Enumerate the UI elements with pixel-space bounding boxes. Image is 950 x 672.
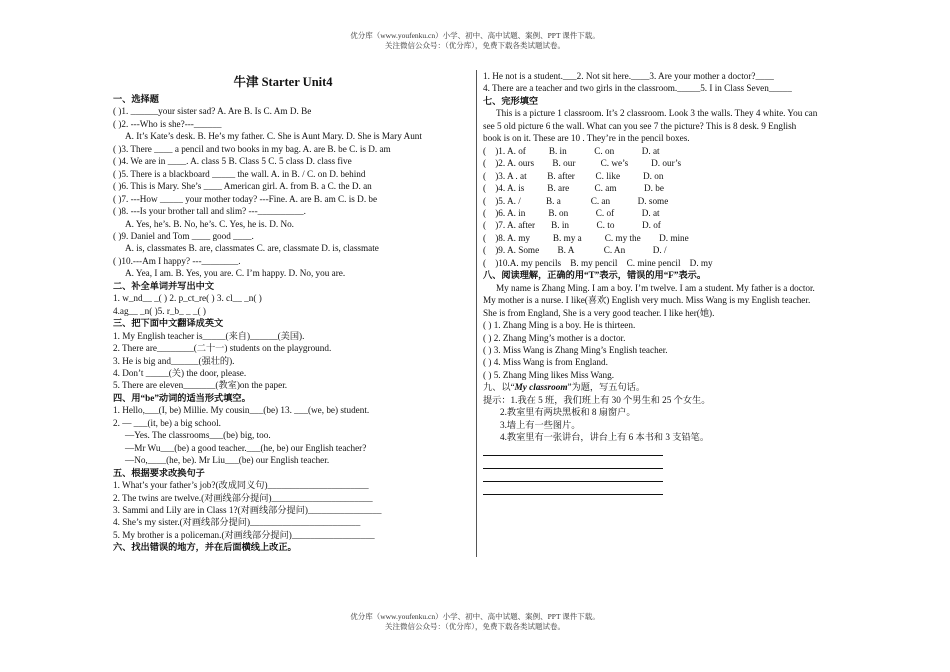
q-s3-1: 1. My English teacher is_____(来自)______(美国). bbox=[113, 330, 305, 341]
q-s1-9-options: A. is, classmates B. are, classmates C. are, classmate D. is, classmate bbox=[125, 243, 379, 254]
q-s6-row-1: 1. He not is a student.___2. Not sit here.____3. Are your mother a doctor?____ bbox=[483, 71, 774, 81]
section-2-heading: 二、补全单词并写出中文 bbox=[113, 280, 215, 291]
writing-hint-3: 3.墙上有一些图片。 bbox=[500, 419, 581, 430]
q-s1-2: ( )2. ---Who is she?---______ bbox=[113, 118, 222, 129]
section-1-heading: 一、选择题 bbox=[113, 94, 159, 104]
q-s6-row-2: 4. There are a teacher and two girls in the classroom._____5. I in Class Seven_____ bbox=[483, 83, 792, 94]
section-4-heading: 四、用“be”动词的适当形式填空。 bbox=[113, 392, 251, 403]
q-s1-5: ( )5. There is a blackboard _____ the wall. A. in B. / C. on D. behind bbox=[113, 168, 366, 179]
cloze-passage-line-2: see 5 old picture 6 the wall. What can you see 7 the picture? This is 8 desk. 9 English bbox=[483, 120, 797, 131]
reading-q-2: ( ) 2. Zhang Ming’s mother is a doctor. bbox=[483, 332, 626, 343]
reading-q-1: ( ) 1. Zhang Ming is a boy. He is thirteen. bbox=[483, 320, 636, 331]
cloze-q-5: ( )5. A. / B. a C. an D. some bbox=[483, 195, 669, 206]
q-s3-4: 4. Don’t _____(关) the door, please. bbox=[113, 367, 247, 378]
q-s5-4: 4. She’s my sister.(对画线部分提问)________________________ bbox=[113, 517, 361, 528]
cloze-q-7: ( )7. A. after B. in C. to D. of bbox=[483, 220, 661, 231]
q-s1-6: ( )6. This is Mary. She’s ____ American girl. A. from B. a C. the D. an bbox=[113, 181, 372, 192]
footer-watermark-line-2: 关注微信公众号：（优分库），免费下载各类试题试卷。 bbox=[385, 622, 565, 631]
reading-line-2: My mother is a nurse. I like(喜欢) English very much. Miss Wang is my English teacher. bbox=[483, 295, 811, 306]
writing-hint-1: 提示：1.我在 5 班，我们班上有 30 个男生和 25 个女生。 bbox=[483, 394, 711, 405]
cloze-q-1: ( )1. A. of B. in C. on D. at bbox=[483, 145, 660, 156]
watermark-line-1: 优分库（www.youfenku.cn）小学、初中、高中试题、案例、PPT 课件下载。 bbox=[350, 31, 600, 40]
q-s3-2: 2. There are________(二十一) students on the playground. bbox=[113, 343, 332, 354]
reading-line-3: She is from England, She is a very good teacher. I like her(她). bbox=[483, 307, 715, 318]
section-9-topic: My classroom bbox=[514, 382, 568, 393]
word-row-1: 1. w_nd__ _( ) 2. p_ct_re( ) 3. cl__ _n( ) bbox=[113, 293, 262, 304]
section-9-heading bbox=[483, 381, 843, 393]
column-divider bbox=[476, 70, 477, 557]
q-s1-3: ( )3. There ____ a pencil and two books in my bag. A. are B. be C. is D. am bbox=[113, 143, 391, 154]
q-s1-2-options: A. It’s Kate’s desk. B. He’s my father. C. She is Aunt Mary. D. She is Mary Aunt bbox=[125, 131, 422, 142]
q-s3-5: 5. There are eleven_______(教室)on the paper. bbox=[113, 380, 288, 391]
q-s4-2-line-3: —Mr Wu___(be) a good teacher.___(he, be) our English teacher? bbox=[125, 442, 367, 453]
writing-line-3 bbox=[483, 470, 663, 482]
writing-line-1 bbox=[483, 444, 663, 456]
cloze-passage-line-3: book is on it. These are 10 . They’re in the pencil boxes. bbox=[483, 133, 690, 144]
word-row-2: 4.ag__ _n( )5. r_b_ _ _( ) bbox=[113, 305, 206, 316]
q-s4-2-line-2: —Yes. The classrooms___(be) big, too. bbox=[125, 430, 271, 441]
q-s4-2: 2. — ___(it, be) a big school. bbox=[113, 417, 221, 428]
section-9-heading-a: 九、以“ bbox=[483, 382, 515, 393]
section-7-heading: 七、完形填空 bbox=[483, 95, 539, 106]
q-s1-9: ( )9. Daniel and Tom ____ good ____. bbox=[113, 230, 254, 241]
page-title: 牛津 Starter Unit4 bbox=[233, 75, 333, 89]
section-9-heading-c: ”为题，写五句话。 bbox=[567, 382, 646, 393]
q-s5-1: 1. What’s your father’s job?(改成同义句)______________________ bbox=[113, 480, 369, 491]
cloze-q-9: ( )9. A. Some B. A C. An D. / bbox=[483, 245, 667, 256]
section-5-heading: 五、根据要求改换句子 bbox=[113, 467, 205, 478]
q-s5-5: 5. My brother is a policeman.(对画线部分提问)__________________ bbox=[113, 529, 375, 540]
header-watermark bbox=[0, 31, 950, 51]
q-s3-3: 3. He is big and______(强壮的). bbox=[113, 355, 235, 366]
writing-line-4 bbox=[483, 483, 663, 495]
reading-q-5: ( ) 5. Zhang Ming likes Miss Wang. bbox=[483, 369, 615, 380]
q-s1-10-options: A. Yea, I am. B. Yes, you are. C. I’m happy. D. No, you are. bbox=[125, 268, 346, 279]
cloze-q-2: ( )2. A. ours B. our C. we’s D. our’s bbox=[483, 158, 682, 169]
writing-hint-4: 4.教室里有一张讲台，讲台上有 6 本书和 3 支铅笔。 bbox=[500, 432, 710, 443]
q-s1-8: ( )8. ---Is your brother tall and slim? ---__________. bbox=[113, 206, 306, 217]
cloze-q-10: ( )10.A. my pencils B. my pencil C. mine pencil D. my bbox=[483, 257, 713, 268]
reading-q-3: ( ) 3. Miss Wang is Zhang Ming’s English teacher. bbox=[483, 344, 668, 355]
section-8-heading: 八、阅读理解，正确的用“T”表示，错误的用“F”表示。 bbox=[483, 270, 707, 281]
cloze-q-6: ( )6. A. in B. on C. of D. at bbox=[483, 207, 660, 218]
q-s5-3: 3. Sammi and Lily are in Class 1?(对画线部分提问)________________ bbox=[113, 504, 382, 515]
cloze-passage-line-1: This is a picture 1 classroom. It’s 2 classroom. Look 3 the walls. They 4 white. You can bbox=[496, 108, 818, 119]
cloze-q-4: ( )4. A. is B. are C. am D. be bbox=[483, 183, 664, 194]
watermark-line-2: 关注微信公众号：（优分库），免费下载各类试题试卷。 bbox=[385, 41, 565, 50]
q-s1-8-options: A. Yes, he’s. B. No, he’s. C. Yes, he is. D. No. bbox=[125, 218, 294, 229]
footer-watermark bbox=[0, 612, 950, 632]
reading-line-1: My name is Zhang Ming. I am a boy. I’m twelve. I am a student. My father is a doctor. bbox=[496, 282, 815, 293]
cloze-q-3: ( )3. A . at B. after C. like D. on bbox=[483, 170, 664, 181]
reading-q-4: ( ) 4. Miss Wang is from England. bbox=[483, 357, 608, 368]
section-6-heading: 六、找出错误的地方，并在后面横线上改正。 bbox=[113, 542, 297, 553]
writing-hint-2: 2.教室里有两块黑板和 8 扇窗户。 bbox=[500, 407, 636, 418]
left-column bbox=[113, 70, 473, 554]
q-s1-7: ( )7. ---How _____ your mother today? ---Fine. A. are B. am C. is D. be bbox=[113, 193, 378, 204]
q-s4-1: 1. Hello,___(I, be) Millie. My cousin___(be) 13. ___(we, be) student. bbox=[113, 405, 370, 416]
footer-watermark-line-1: 优分库（www.youfenku.cn）小学、初中、高中试题、案例、PPT 课件下载。 bbox=[350, 612, 600, 621]
q-s1-10: ( )10.---Am I happy? ---________. bbox=[113, 255, 241, 266]
q-s1-1: ( )1. ______your sister sad? A. Are B. Is C. Am D. Be bbox=[113, 106, 312, 117]
q-s4-2-line-4: —No,____(he, be). Mr Liu___(be) our English teacher. bbox=[125, 455, 330, 466]
cloze-q-8: ( )8. A. my B. my a C. my the D. mine bbox=[483, 232, 689, 243]
section-3-heading: 三、把下面中文翻译成英文 bbox=[113, 318, 224, 329]
right-column bbox=[483, 70, 843, 496]
q-s1-4: ( )4. We are in ____. A. class 5 B. Class 5 C. 5 class D. class five bbox=[113, 156, 352, 167]
writing-line-2 bbox=[483, 457, 663, 469]
q-s5-2: 2. The twins are twelve.(对画线部分提问)______________________ bbox=[113, 492, 373, 503]
